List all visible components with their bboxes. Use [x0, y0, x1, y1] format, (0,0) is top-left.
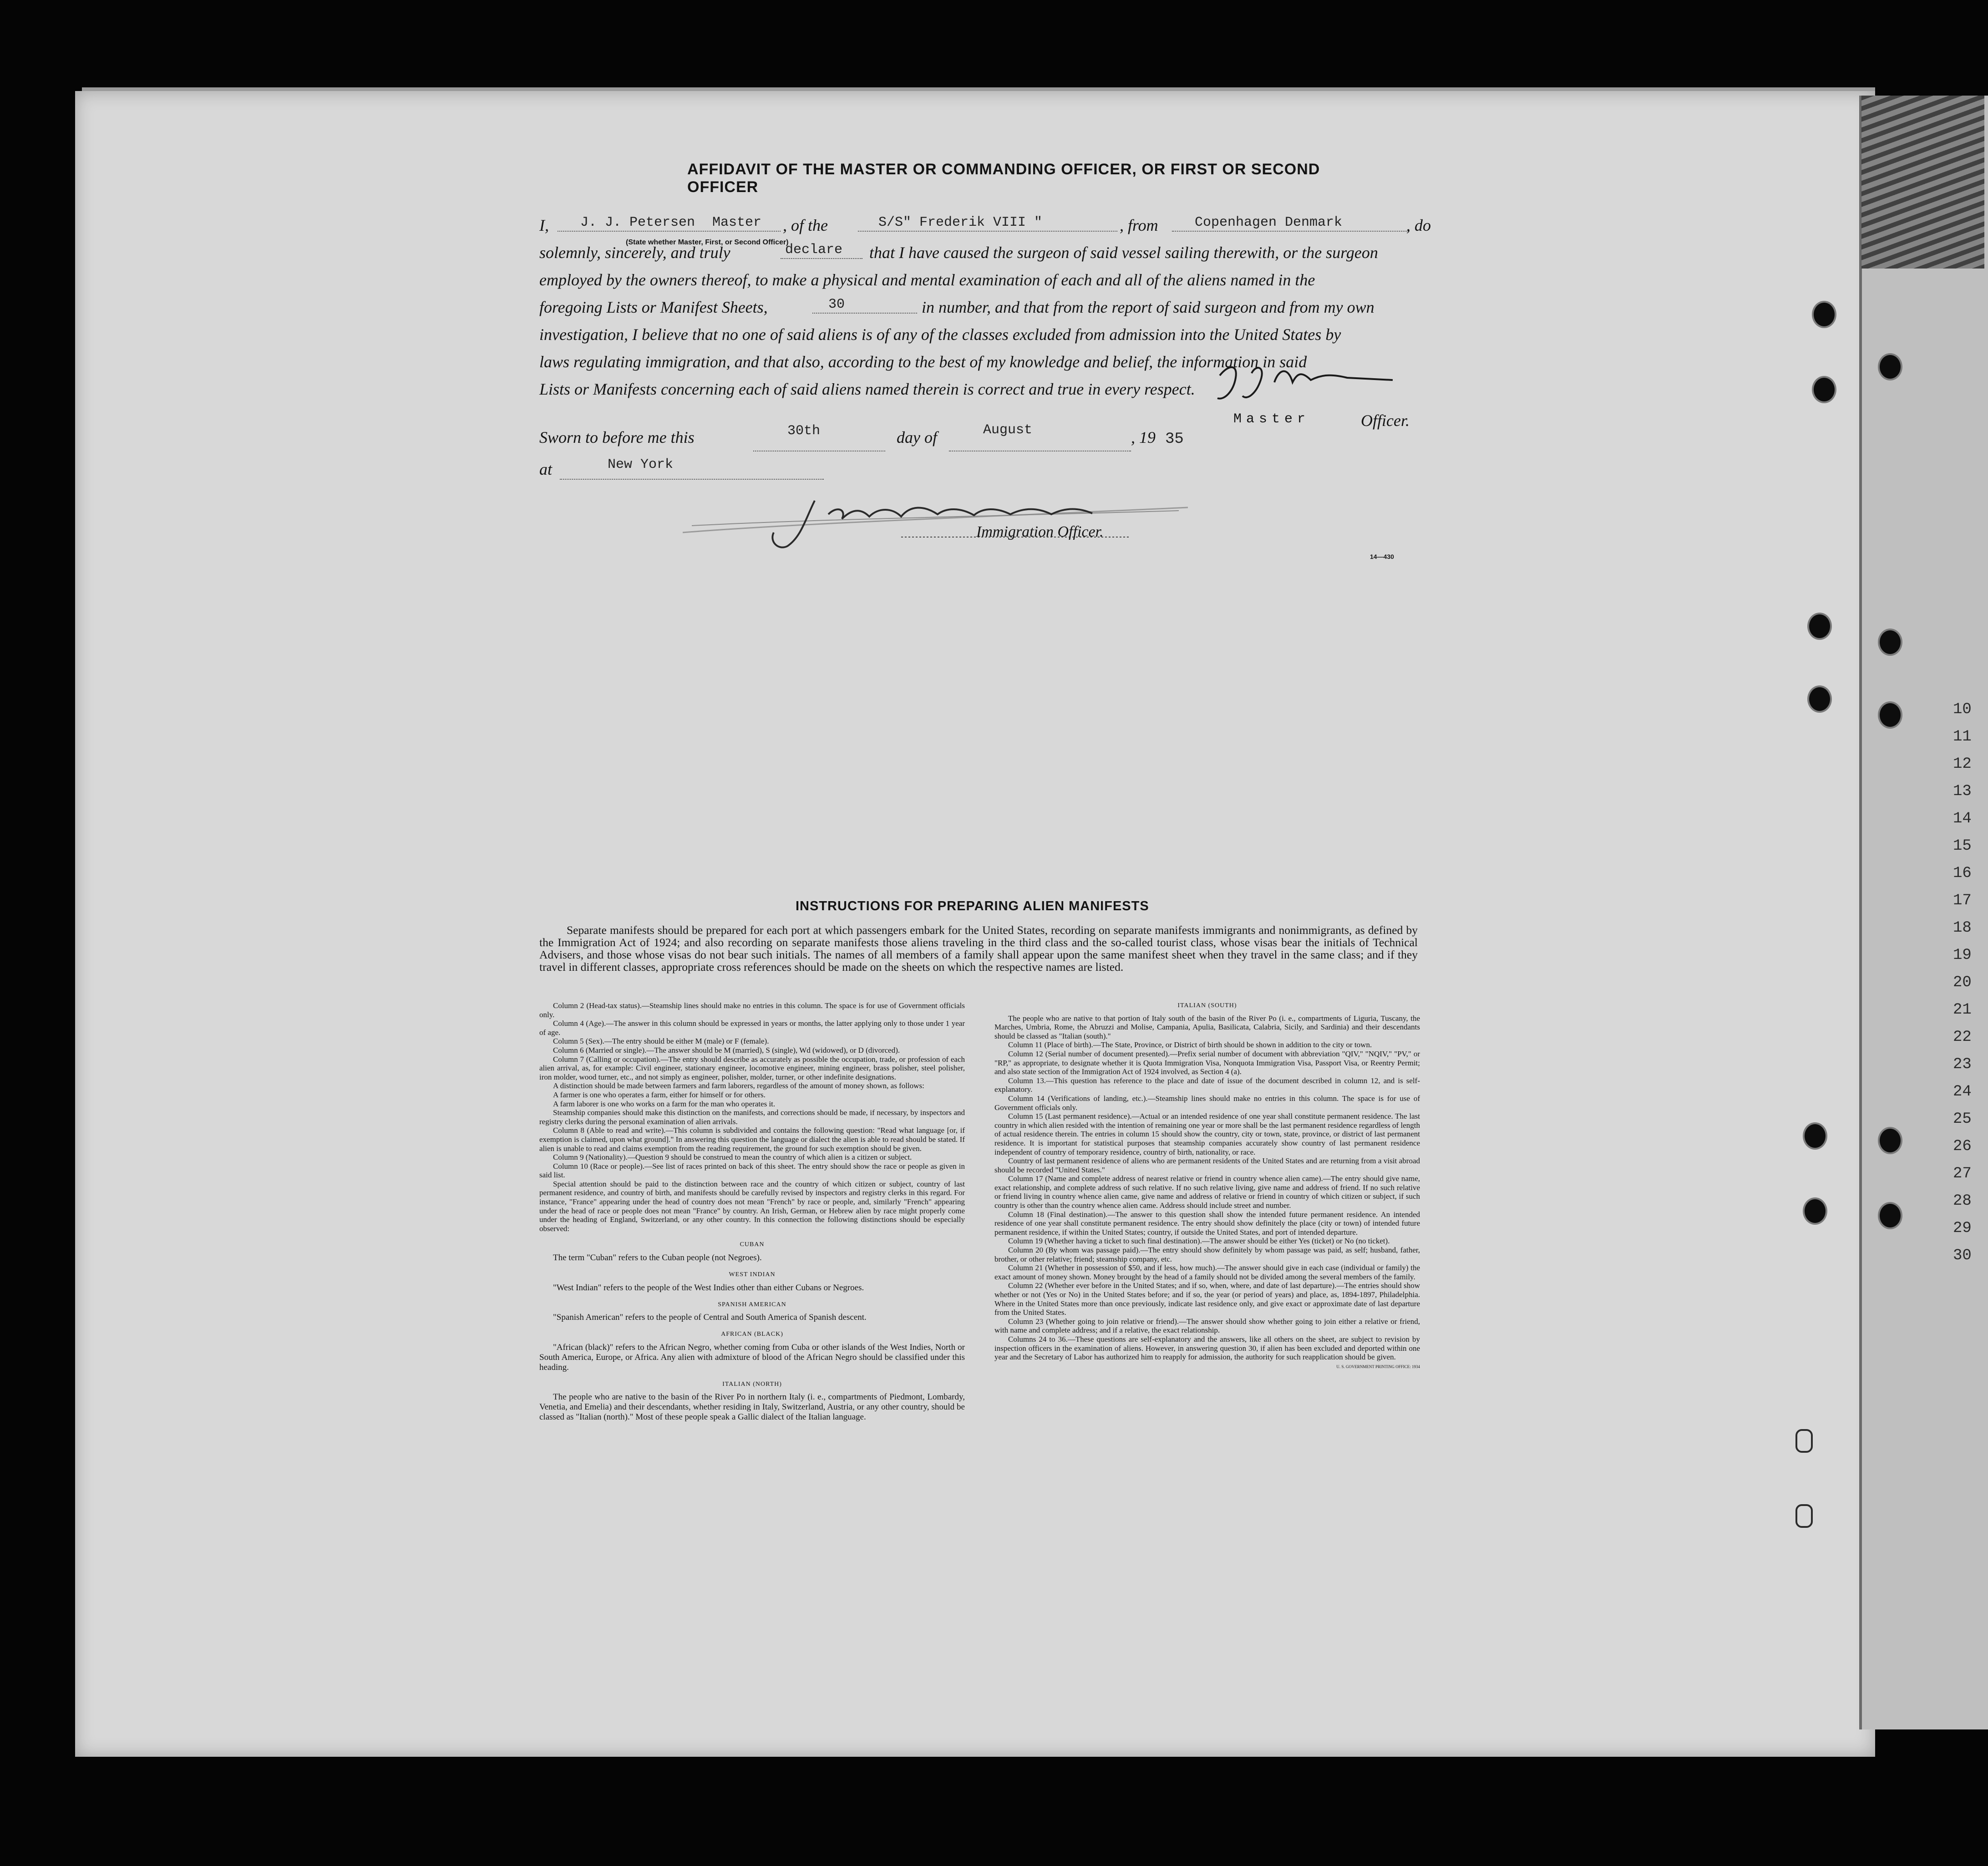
instruction-paragraph: Column 2 (Head-tax status).—Steamship lines should make no entries in this column. The space is for use of Government officials only.	[539, 1001, 965, 1019]
binder-hole	[1814, 378, 1835, 401]
spanish-american-heading: SPANISH AMERICAN	[718, 1301, 786, 1308]
binder-hole	[1880, 703, 1901, 727]
sworn-day: 30th	[787, 423, 821, 439]
instruction-paragraph: Column 12 (Serial number of document presented).—Prefix serial number of document with abbreviation "QIV," "NQIV," "PV," or "RP," as appropriate, to designate whether it is Quota Immigration Visa, Nonquota Immigration Visa, Passport Visa, or Reentry Permit; and also state section of the Immigration Act of 1924 involved, as Section 4 (a).	[994, 1049, 1420, 1076]
affidavit-line-2: that I have caused the surgeon of said vessel sailing therewith, or the surgeon	[869, 243, 1378, 262]
affidavit-title: AFFIDAVIT OF THE MASTER OR COMMANDING OFFICER, OR FIRST OR SECOND OFFICER	[687, 161, 1320, 196]
adjacent-row-number: 12	[1953, 756, 1972, 773]
immigration-officer-signature	[664, 482, 1211, 551]
day-of: day of	[897, 428, 937, 446]
instruction-paragraph: Column 19 (Whether having a ticket to such final destination).—The answer should be either Yes (ticket) or No (no ticket).	[1008, 1237, 1390, 1246]
adjacent-row-number: 19	[1953, 947, 1972, 964]
spanish-american-text: "Spanish American" refers to the people of Central and South America of Spanish descent.	[553, 1313, 867, 1323]
instruction-paragraph: Column 14 (Verifications of landing, etc.).—Steamship lines should make no entries in this column. The space is for use of Government officials only.	[994, 1094, 1420, 1112]
instructions-left-column	[539, 1001, 965, 1422]
binder-ring	[1795, 1504, 1813, 1528]
binder-hole	[1880, 630, 1901, 654]
immigration-officer-label: Immigration Officer.	[976, 523, 1104, 540]
rank-note: (State whether Master, First, or Second Officer)	[626, 238, 789, 246]
binder-hole	[1814, 303, 1835, 326]
at-label: at	[539, 460, 553, 478]
sworn-block	[539, 422, 1268, 487]
vessel-name: S/S" Frederik VIII "	[878, 215, 1043, 230]
instruction-paragraph: Column 9 (Nationality).—Question 9 should be construed to mean the country of which alien is a citizen or subject.	[553, 1153, 912, 1162]
instruction-paragraph: Column 4 (Age).—The answer in this column should be expressed in years or months, the latter applying only to those under 1 year of age.	[539, 1019, 965, 1037]
instruction-paragraph: Special attention should be paid to the distinction between race and the country of which citizen or subject, country of last permanent residence, and country of birth, and manifests should be carefully revised by inspectors and registry clerks in this regard. For instance, "France" appearing under the head of country does not mean "French" by race or people, and, similarly "French" appearing under the head of race or people does not mean "France" by country. An Irish, German, or Hebrew alien by race might properly come under the heading of England, Switzerland, or any other country. In this connection the following distinctions should be especially observed:	[539, 1179, 965, 1233]
instruction-paragraph: Column 20 (By whom was passage paid).—The entry should show definitely by whom passage was paid, as self; husband, father, brother, or other relative; friend; steamship company, etc.	[994, 1246, 1420, 1263]
affidavit-i: I,	[539, 216, 549, 234]
instruction-paragraph: Column 23 (Whether going to join relative or friend).—The answer should show whether going to join either a relative or friend, with name and complete address; and if a relative, the exact relationship.	[994, 1317, 1420, 1335]
signer-title	[1233, 407, 1443, 430]
declare-word: declare	[785, 242, 843, 258]
affidavit-line-3: employed by the owners thereof, to make a physical and mental examination of each and all of the aliens named in the	[539, 271, 1315, 289]
adjacent-row-number: 22	[1953, 1029, 1972, 1046]
binder-hole	[1880, 1129, 1901, 1152]
form-number: 14—430	[1370, 553, 1394, 560]
binder-hole	[1880, 1204, 1901, 1227]
adjacent-row-number: 27	[1953, 1165, 1972, 1182]
adjacent-row-number: 21	[1953, 1001, 1972, 1019]
binder-hole	[1809, 614, 1830, 638]
sworn-place: New York	[608, 457, 674, 472]
affidavit-line-4b: in number, and that from the report of said surgeon and from my own	[922, 298, 1374, 316]
instruction-paragraph: A farmer is one who operates a farm, either for himself or for others.	[553, 1090, 766, 1099]
west-indian-heading: WEST INDIAN	[729, 1271, 776, 1278]
adjacent-row-number: 10	[1953, 701, 1972, 718]
binder-hole	[1880, 355, 1901, 379]
instruction-paragraph: Column 22 (Whether ever before in the United States; and if so, when, where, and date of last departure).—The entries should show whether or not (Yes or No) in the United States before; and if so, the year (or period of years) and place, as, 1894-1897, Philadelphia. Where in the United States more than once previously, indicate last residence only, and give exact or approximate date of last departure from the United States.	[994, 1281, 1420, 1317]
affidavit-line-5: investigation, I believe that no one of said aliens is of any of the classes excluded from admission into the United States by	[539, 325, 1341, 344]
binder-hole	[1805, 1124, 1826, 1148]
instruction-paragraph: Column 10 (Race or people).—See list of races printed on back of this sheet. The entry should show the race or people as given in said list.	[539, 1161, 965, 1180]
instructions-right-column	[994, 1001, 1420, 1371]
torn-edge	[1861, 96, 1984, 269]
adjacent-row-number: 26	[1953, 1138, 1972, 1155]
adjacent-row-number: 11	[1953, 728, 1972, 745]
do-label: , do	[1406, 216, 1431, 234]
binder-ring	[1795, 1429, 1813, 1453]
instruction-paragraph: Country of last permanent residence of aliens who are permanent residents of the United States and are returning from a visit abroad should be recorded "United States."	[994, 1156, 1420, 1174]
instruction-paragraph: Steamship companies should make this distinction on the manifests, and corrections should be made, if necessary, by inspectors and registry clerks during the personal examination of alien arrivals.	[539, 1108, 965, 1126]
adjacent-manifest-sheet	[1859, 96, 1988, 1729]
adjacent-row-number: 29	[1953, 1220, 1972, 1237]
instruction-paragraph: Column 17 (Name and complete address of nearest relative or friend in country whence alien came).—The entry should give name, exact relationship, and complete address of such relative. If no such relative living, give name and address of friend. If no such relative or friend living in country whence alien came, give name and address of relative or friend in country of which citizen or subject, if such country is other than the country whence alien came. Address should include street and number.	[994, 1174, 1420, 1210]
signed-rank: Master	[1233, 411, 1310, 427]
adjacent-row-number: 25	[1953, 1110, 1972, 1128]
printer-imprint: U. S. GOVERNMENT PRINTING OFFICE: 1934	[1336, 1364, 1420, 1369]
binder-hole	[1805, 1199, 1826, 1223]
port-of-departure: Copenhagen Denmark	[1195, 215, 1343, 230]
instruction-paragraph: Column 7 (Calling or occupation).—The entry should describe as accurately as possible the occupation, trade, or profession of each alien arrival, as, for example: Civil engineer, stationary engineer, locomotive engineer, mining engineer, brass polisher, steel polisher, iron molder, wood turner, etc., and not simply as engineer, polisher, molder, turner, or other indefinite designations.	[539, 1055, 965, 1081]
adjacent-row-number: 24	[1953, 1083, 1972, 1100]
instructions-intro: Separate manifests should be prepared for each port at which passengers embark for the United States, recording on separate manifests immigrants and nonimmigrants, as defined by the Immigration Act of 1924; and also recording on separate manifests those aliens traveling in the third class and the so-called tourist class, whose visas bear the initials of Technical Advisers, and those whose visas do not bear such initials. The names of all members of a family shall appear upon the same manifest sheet when they travel in the same class; and if they travel in different classes, appropriate cross references should be made on the sheets on which the respective names are listed.	[539, 923, 1418, 974]
year-prefix: , 19	[1131, 428, 1156, 446]
adjacent-row-number: 14	[1953, 810, 1972, 827]
italian-north-text: The people who are native to the basin of the River Po in northern Italy (i. e., compartments of Piedmont, Lombardy, Venetia, and Emelia) and their descendants, whether residing in Italy, Switzerland, Austria, or any other country, should be classed as "Italian (north)." Most of these people speak a Gallic dialect of the Italian language.	[539, 1392, 965, 1422]
from-label: , from	[1120, 216, 1158, 234]
of-the: , of the	[783, 216, 828, 234]
adjacent-row-number: 13	[1953, 783, 1972, 800]
instruction-paragraph: Column 15 (Last permanent residence).—Actual or an intended residence of one year shall constitute permanent residence. The last country in which alien resided with the intention of remaining one year or more shall be the last permanent residence regardless of length of actual residence therein. The entries in column 15 should show the country, city or town, state, province, or district of last permanent residence. It is important for statistical purposes that steamship companies accurately show country of last permanent residence independent of country of temporary residence, country of birth, nationality, or race.	[994, 1112, 1420, 1156]
instruction-paragraph: Columns 24 to 36.—These questions are self-explanatory and the answers, like all others on the sheet, are subject to revision by inspection officers in the examination of aliens. However, in answering question 30, if alien has been excluded and deported within one year and the Secretary of Labor has authorized him to reapply for admission, the authority for such reapplication should be given.	[994, 1334, 1420, 1362]
sworn-month: August	[983, 422, 1033, 438]
african-heading: AFRICAN (BLACK)	[721, 1331, 783, 1338]
affidavit-line-4a: foregoing Lists or Manifest Sheets,	[539, 298, 768, 316]
adjacent-row-number: 15	[1953, 837, 1972, 855]
instruction-paragraph: Column 21 (Whether in possession of $50, and if less, how much).—The answer should give in each case (individual or family) the exact amount of money shown. Money brought by the head of a family should not be divided among the several members of the family.	[994, 1263, 1420, 1281]
instruction-paragraph: Column 18 (Final destination).—The answer to this question shall show the intended future permanent residence. An intended residence of one year shall constitute permanent residence. The entry should show definitely the place (city or town) of intended future permanent residence, if within the United States; country, if outside the United States, and port of intended departure.	[994, 1210, 1420, 1237]
west-indian-text: "West Indian" refers to the people of the West Indies other than either Cubans or Negroes.	[553, 1283, 864, 1293]
master-rank: Master	[712, 215, 762, 230]
adjacent-row-number: 18	[1953, 919, 1972, 937]
cuban-text: The term "Cuban" refers to the Cuban people (not Negroes).	[553, 1253, 762, 1263]
master-name: J. J. Petersen	[580, 215, 695, 230]
instruction-paragraph: A distinction should be made between farmers and farm laborers, regardless of the amount of money shown, as follows:	[553, 1081, 924, 1090]
sheet-count: 30	[828, 297, 845, 312]
african-text: "African (black)" refers to the African Negro, whether coming from Cuba or other islands of the West Indies, North or South America, Europe, or Africa. Any alien with admixture of blood of the African Negro should be classified under this heading.	[539, 1342, 965, 1372]
adjacent-row-number: 30	[1953, 1247, 1972, 1264]
adjacent-row-number: 17	[1953, 892, 1972, 909]
binder-hole	[1809, 687, 1830, 711]
instruction-paragraph: Column 11 (Place of birth).—The State, Province, or District of birth should be shown in addition to the city or town.	[1008, 1040, 1372, 1050]
master-signature	[1211, 355, 1402, 410]
sworn-prefix: Sworn to before me this	[539, 428, 695, 446]
adjacent-row-number: 28	[1953, 1192, 1972, 1210]
instructions-title: INSTRUCTIONS FOR PREPARING ALIEN MANIFESTS	[796, 899, 1149, 913]
cuban-heading: CUBAN	[740, 1241, 765, 1248]
affidavit-line-6: laws regulating immigration, and that also, according to the best of my knowledge and belief, the information in said	[539, 353, 1307, 371]
adjacent-row-number: 23	[1953, 1056, 1972, 1073]
instruction-paragraph: Column 13.—This question has reference to the place and date of issue of the document described in column 12, and is self-explanatory.	[994, 1076, 1420, 1094]
italian-south-heading: ITALIAN (SOUTH)	[1177, 1002, 1237, 1009]
adjacent-row-number: 16	[1953, 865, 1972, 882]
officer-word: Officer.	[1361, 411, 1410, 430]
italian-north-heading: ITALIAN (NORTH)	[722, 1380, 782, 1388]
instruction-paragraph: A farm laborer is one who works on a farm for the man who operates it.	[553, 1099, 776, 1108]
instruction-paragraph: Column 6 (Married or single).—The answer should be M (married), S (single), Wd (widowed), or D (divorced).	[553, 1045, 900, 1055]
instruction-paragraph: Column 8 (Able to read and write).—This column is subdivided and contains the following question: "Read what language [or, if exemption is claimed, upon what ground]." In answering this question the language or dialect the alien is able to read should be stated. If alien is unable to read and claims exemption from the reading requirement, the ground for such exemption should be given.	[539, 1126, 965, 1153]
instruction-paragraph: The people who are native to that portion of Italy south of the basin of the River Po (i. e., compartments of Liguria, Tuscany, the Marches, Umbria, Rome, the Abruzzi and Molise, Campania, Apulia, Basilicata, Calabria, Sicily, and Sardinia) and their descendants should be classed as "Italian (south)."	[994, 1014, 1420, 1040]
instruction-paragraph: Column 5 (Sex).—The entry should be either M (male) or F (female).	[553, 1037, 769, 1046]
adjacent-row-number: 20	[1953, 974, 1972, 991]
solemnly-text: solemnly, sincerely, and truly	[539, 243, 730, 262]
sworn-year: 35	[1165, 431, 1184, 448]
affidavit-line-7: Lists or Manifests concerning each of said aliens named therein is correct and true in every respect.	[539, 380, 1195, 398]
